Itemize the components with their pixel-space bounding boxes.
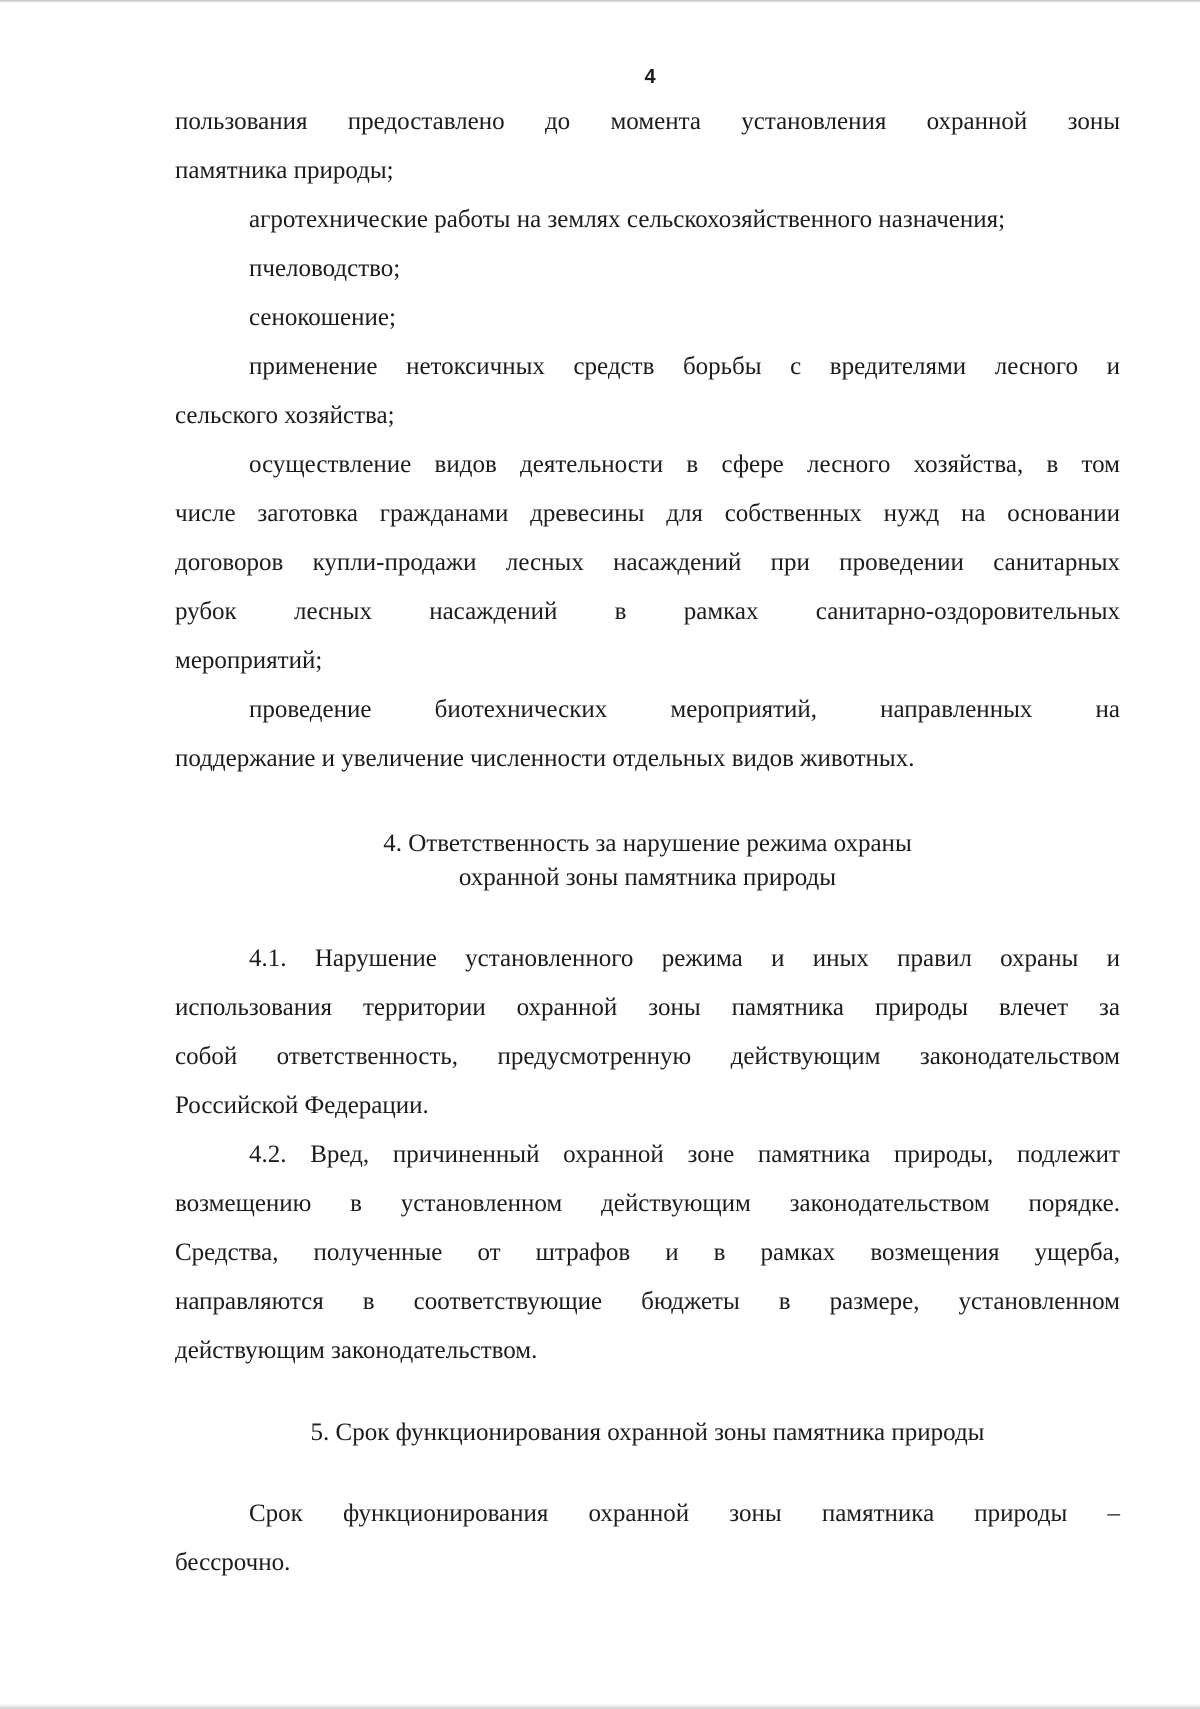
clause-4-2-line-5: действующим законодательством. — [175, 1337, 538, 1364]
section-5-heading: 5. Срок функционирования охранной зоны памятника природы — [310, 1419, 985, 1446]
section-4-heading-line-2: охранной зоны памятника природы — [458, 864, 837, 891]
scan-top-edge — [0, 0, 1200, 3]
paragraph-7-line-2: поддержание и увеличение численности отдельных видов животных. — [175, 745, 915, 772]
paragraph-5-line-2: сельского хозяйства; — [175, 402, 395, 429]
paragraph-2-line-1: агротехнические работы на землях сельскохозяйственного назначения; — [249, 206, 1006, 233]
paragraph-6-line-3: договоров купли-продажи лесных насаждений при проведении санитарных — [175, 549, 1120, 576]
paragraph-6-line-2: числе заготовка гражданами древесины для собственных нужд на основании — [175, 500, 1120, 527]
clause-4-2-line-1: 4.2. Вред, причиненный охранной зоне памятника природы, подлежит — [249, 1141, 1120, 1168]
clause-4-1-line-1: 4.1. Нарушение установленного режима и иных правил охраны и — [249, 945, 1120, 972]
section-4-heading-line-1: 4. Ответственность за нарушение режима охраны — [383, 830, 912, 857]
paragraph-6-line-1: осуществление видов деятельности в сфере лесного хозяйства, в том — [249, 451, 1120, 478]
clause-4-2-line-3: Средства, полученные от штрафов и в рамках возмещения ущерба, — [175, 1239, 1120, 1266]
paragraph-6-line-5: мероприятий; — [175, 647, 323, 674]
paragraph-6-line-4: рубок лесных насаждений в рамках санитарно-оздоровительных — [175, 598, 1120, 625]
clause-4-2-line-2: возмещению в установленном действующим законодательством порядке. — [175, 1190, 1120, 1217]
clause-4-2-line-4: направляются в соответствующие бюджеты в размере, установленном — [175, 1288, 1120, 1315]
paragraph-4-line-1: сенокошение; — [249, 304, 396, 331]
clause-4-1-line-3: собой ответственность, предусмотренную действующим законодательством — [175, 1043, 1120, 1070]
page-number: 4 — [644, 66, 656, 88]
section-5-text-line-2: бессрочно. — [175, 1549, 291, 1576]
scan-bottom-edge — [0, 1704, 1200, 1709]
paragraph-7-line-1: проведение биотехнических мероприятий, направленных на — [249, 696, 1120, 723]
paragraph-3-line-1: пчеловодство; — [249, 255, 401, 282]
paragraph-5-line-1: применение нетоксичных средств борьбы с вредителями лесного и — [249, 353, 1120, 380]
paragraph-1-line-1: пользования предоставлено до момента установления охранной зоны — [175, 108, 1120, 135]
paragraph-1-line-2: памятника природы; — [175, 157, 394, 184]
clause-4-1-line-2: использования территории охранной зоны памятника природы влечет за — [175, 994, 1120, 1021]
clause-4-1-line-4: Российской Федерации. — [175, 1092, 429, 1119]
section-5-text-line-1: Срок функционирования охранной зоны памятника природы – — [249, 1500, 1120, 1527]
